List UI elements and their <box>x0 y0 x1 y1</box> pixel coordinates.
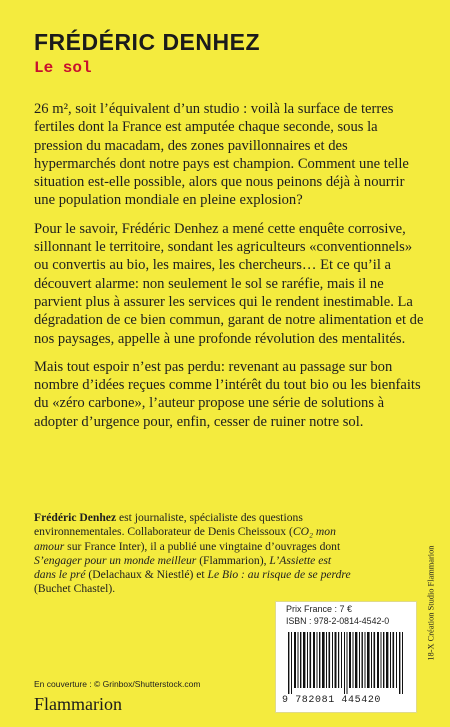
blurb-paragraph: 26 m², soit l’équivalent d’un studio : voilà la surface de terres fertiles dont la France est amputée chaque seconde, sous la pression du macadam, des zones pavillonnaires et des hypermarchés dont notre pays est champion. Comment une telle situation est-elle possible, alors que nous peinons déjà à nourrir une population mondiale en pleine explosion? <box>34 101 409 209</box>
bio-author-name: Frédéric Denhez <box>34 511 117 524</box>
author-name: FRÉDÉRIC DENHEZ <box>34 29 261 55</box>
publisher-logo: Flammarion <box>34 694 122 714</box>
side-credit-text: 18-X Création Studio Flammarion <box>426 545 436 661</box>
isbn-label: ISBN : 978-2-0814-4542-0 <box>286 616 390 626</box>
price-label: Prix France : 7 € <box>286 604 353 614</box>
bio-text: (Delachaux & Niestlé) et <box>85 568 208 582</box>
bio-book-title: Le Bio : au risque de se perdre <box>207 568 351 582</box>
blurb-paragraph: Pour le savoir, Frédéric Denhez a mené cette enquête corrosive, sillonnant le territoire, sondant les agriculteurs «conventionnels» ou convertis au bio, les maires, les chercheurs… Et ce qu’il a découvert alarme: non seulement le sol se raréfie, mais il ne parvient plus à assurer les services qui le rendent inestimable. La dégradation de ce bien commun, garant de notre alimentation et de nos paysages, appelle à une profonde révolution des mentalités. <box>34 220 424 347</box>
bio-book-title: S’engager pour un monde meilleur <box>34 553 197 567</box>
book-title: Le sol <box>34 59 92 77</box>
blurb-paragraph: Mais tout espoir n’est pas perdu: revenant au passage sur bon nombre d’idées reçues comme l’intérêt du tout bio ou les bienfaits du «zéro carbone», l’auteur propose une série de solutions à adopter d’urgence pour, enfin, cesser de ruiner notre sol. <box>34 358 421 430</box>
bio-text: (Flammarion), <box>196 553 270 567</box>
bio-text: sur France Inter), il a publié une vingtaine d’ouvrages dont <box>64 539 341 553</box>
blurb <box>34 100 424 441</box>
cover-credit: En couverture : © Grinbox/Shutterstock.com <box>34 679 201 689</box>
barcode-icon <box>286 632 406 694</box>
ean-number: 9 782081 445420 <box>282 695 382 706</box>
bio-text: (Buchet Chastel). <box>34 582 116 596</box>
author-bio <box>34 511 354 597</box>
bio-book-title: L’Assiette est dans le pré <box>34 553 332 582</box>
bio-text: est journaliste, spécialiste des questions environnementales. Collaborateur de Denis Cheissoux ( <box>34 511 303 539</box>
side-credit <box>424 545 438 718</box>
barcode-panel <box>275 601 417 713</box>
bio-show-title: CO₂ mon amour <box>34 525 336 553</box>
